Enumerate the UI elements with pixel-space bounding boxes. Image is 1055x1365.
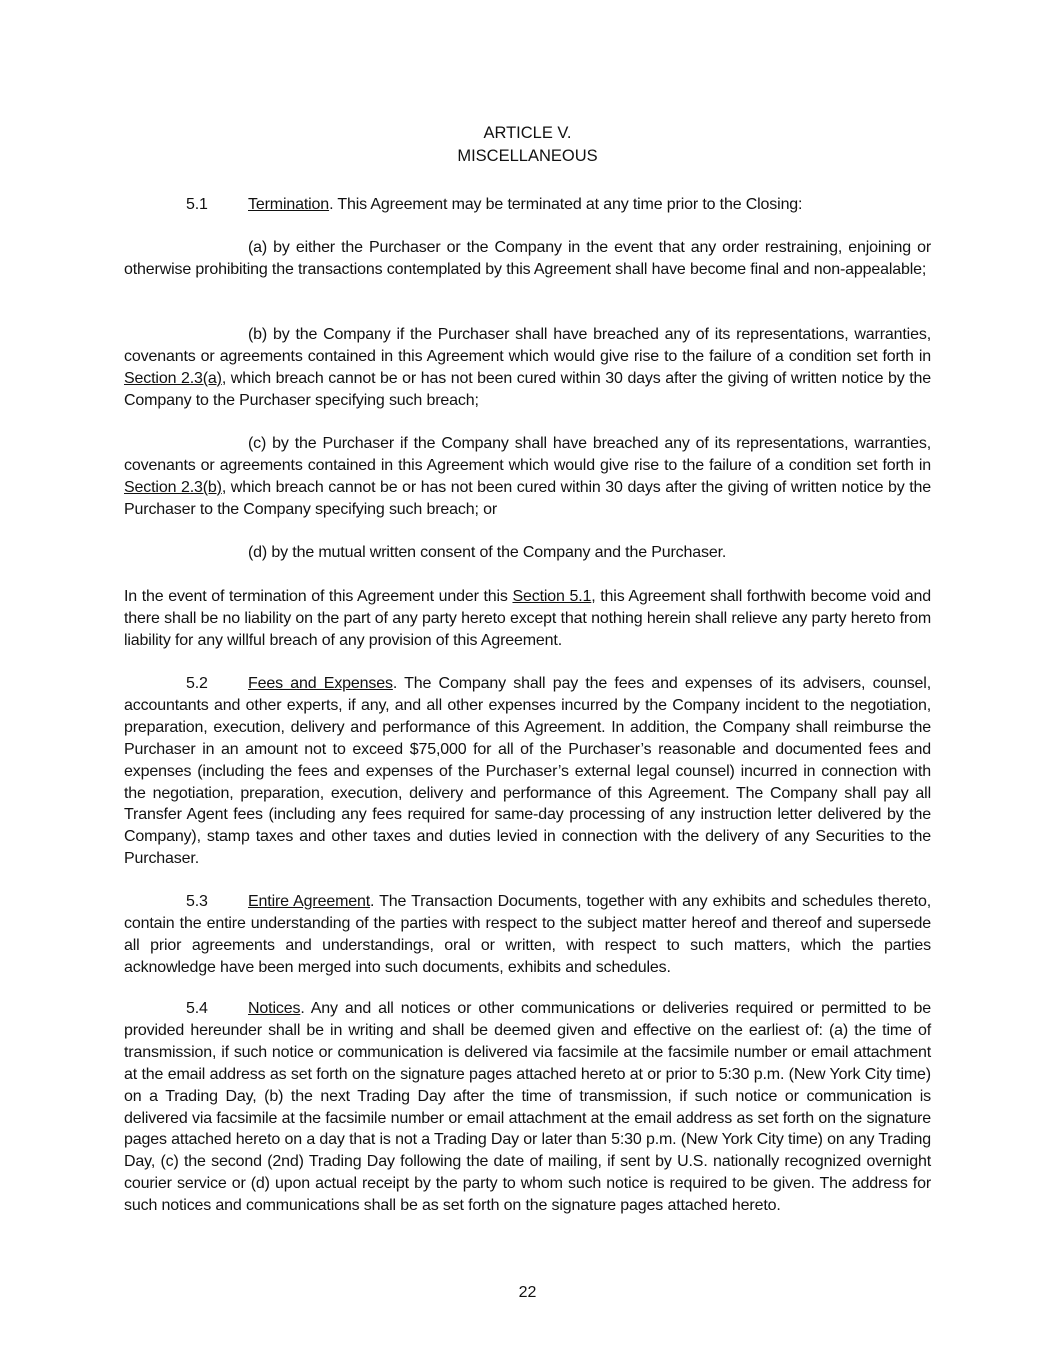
section-number: 5.2 — [186, 675, 208, 692]
section-title: Entire Agreement — [248, 893, 371, 910]
section-reference: Section 5.1 — [512, 588, 592, 605]
paragraph-text: , this Agreement shall forthwith become void and there shall be no liability on the part of any party hereto except that nothing herein shall relieve any party hereto from liability for any willful breach of any provision of this Agreement. — [124, 588, 931, 649]
section-number: 5.4 — [186, 1000, 208, 1017]
clause-text: , which breach cannot be or has not been cured within 30 days after the giving of written notice by the Company to the Purchaser specifying such breach; — [124, 369, 931, 409]
section-text: . The Transaction Documents, together with any exhibits and schedules thereto, contain the entire understanding of the parties with respect to the subject matter hereof and thereof and supersede all prior agreements and understandings, oral or written, with respect to such matters, which the parties acknowledge have been merged into such documents, exhibits and schedules. — [124, 893, 931, 976]
page-number: 22 — [518, 1284, 537, 1301]
clause-c — [124, 433, 931, 521]
clause-d: (d) by the mutual written consent of the Company and the Purchaser. — [248, 544, 727, 561]
section-text: . This Agreement may be terminated at any time prior to the Closing: — [329, 196, 803, 213]
section-5-2 — [124, 673, 931, 870]
article-number: ARTICLE V. — [483, 124, 572, 142]
section-number: 5.1 — [186, 196, 208, 213]
clause-text: (c) by the Purchaser if the Company shall have breached any of its representations, warranties, covenants or agreements contained in this Agreement which would give rise to the failure of a condition set forth in — [124, 435, 931, 474]
section-title: Termination — [248, 196, 330, 213]
section-title: Notices — [248, 1000, 301, 1017]
section-5-4 — [124, 998, 931, 1217]
clause-text: (b) by the Company if the Purchaser shall have breached any of its representations, warranties, covenants or agreements contained in this Agreement which would give rise to the failure of a condition set forth in — [124, 326, 931, 365]
section-5-3 — [124, 891, 931, 979]
section-text: . The Company shall pay the fees and expenses of its advisers, counsel, accountants and other experts, if any, and all other expenses incurred by the Company incident to the negotiation, preparation, execution, delivery and performance of this Agreement. In addition, the Company shall reimburse the Purchaser in an amount not to exceed $75,000 for all of the Purchaser’s reasonable and documented fees and expenses (including the fees and expenses of the Purchaser’s external legal counsel) incurred in connection with the negotiation, preparation, execution, delivery and performance of this Agreement. The Company shall pay all Transfer Agent fees (including any fees required for same-day processing of any instruction letter delivered by the Company), stamp taxes and other taxes and duties levied in connection with the delivery of any Securities to the Purchaser. — [124, 675, 931, 868]
clause-a: (a) by either the Purchaser or the Company in the event that any order restraining, enjoining or otherwise prohibiting the transactions contemplated by this Agreement shall have become final and non-appealable; — [124, 239, 931, 278]
clause-text: , which breach cannot be or has not been cured within 30 days after the giving of written notice by the Purchaser to the Company specifying such breach; or — [124, 478, 931, 518]
termination-effect — [124, 586, 931, 652]
clause-b — [124, 324, 931, 412]
section-reference: Section 2.3(a) — [124, 369, 222, 387]
paragraph-text: In the event of termination of this Agreement under this — [124, 588, 513, 605]
section-number: 5.3 — [186, 893, 208, 910]
section-5-1 — [124, 194, 931, 216]
section-reference: Section 2.3(b) — [124, 478, 222, 496]
section-title: Fees and Expenses — [248, 675, 393, 692]
section-text: . Any and all notices or other communications or deliveries required or permitted to be provided hereunder shall be in writing and shall be deemed given and effective on the earliest of: (a) the time of transmission, if such notice or communication is delivered via facsimile at the facsimile number or email attachment at the email address as set forth on the signature pages attached hereto at or prior to 5:30 p.m. (New York City time) on a Trading Day, (b) the next Trading Day after the time of transmission, if such notice or communication is delivered via facsimile at the facsimile number or email attachment at the email address as set forth on the signature pages attached hereto on a day that is not a Trading Day or later than 5:30 p.m. (New York City time) on any Trading Day, (c) the second (2nd) Trading Day following the date of mailing, if sent by U.S. nationally recognized overnight courier service or (d) upon actual receipt by the party to whom such notice is required to be given. The address for such notices and communications shall be as set forth on the signature pages attached hereto. — [124, 1000, 931, 1215]
article-title: MISCELLANEOUS — [457, 147, 598, 165]
